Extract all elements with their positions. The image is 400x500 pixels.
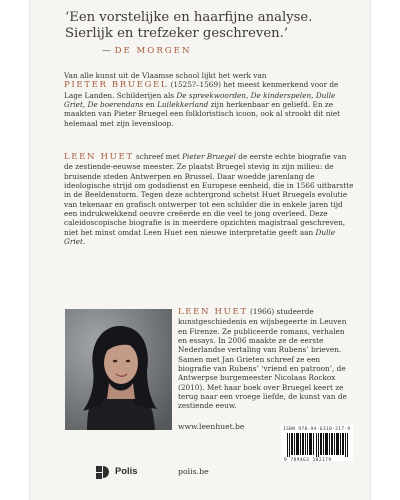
author-website[interactable]: www.leenhuet.be [178, 422, 245, 431]
isbn-label: ISBN 978-94-6310-217-9 [283, 427, 351, 432]
quote-line-2: Sierlijk en trefzeker geschreven.’ [65, 26, 289, 41]
publisher-name: Polis [115, 465, 138, 476]
quote-line-1: ‘Een vorstelijke en haarfijne analyse. [65, 10, 313, 25]
author-bio [178, 307, 353, 411]
separator: en [143, 100, 158, 110]
separator: , [246, 90, 251, 100]
book-description [64, 152, 356, 246]
author-portrait-icon [65, 309, 172, 430]
work-title: De spreekwoorden [176, 90, 247, 100]
author-name: LEEN HUET [64, 152, 134, 162]
description-text-1: schreef met [133, 152, 183, 161]
publisher-website[interactable]: polis.be [178, 467, 209, 476]
book-title: Pieter Bruegel [182, 152, 236, 161]
work-title: Luilekkerland [157, 100, 209, 110]
author-name: LEEN HUET [178, 307, 248, 317]
intro-text-3: zijn herkenbaar en geliefd. En ze maakten van Pieter Bruegel een folkloristisch icoon, ook al strookt dit niet helemaal met zijn levensloop. [64, 100, 341, 128]
barcode-icon [287, 433, 349, 457]
intro-text-2: (1525?–1569) het meest kenmerkend voor de Lage Landen. Schilderijen als [64, 80, 339, 100]
intro-text-1: Van alle kunst uit de Vlaamse school lijkt het werk van [64, 71, 267, 80]
quote-source [102, 46, 191, 56]
review-quote [65, 10, 355, 42]
work-title: De kinderspelen [250, 90, 312, 100]
description-text-2: de eerste echte biografie van de zestiende-eeuwse meester. Ze plaatst Bruegel stevig in zijn milieu: de bruisende steden Antwerpen en Brussel. Daar woedde jarenlang de ideologische strijd om godsdienst en Europese eenheid, die in 1566 uitbarstte in de Beeldenstorm. Tegen deze achtergrond schetst Huet Bruegels evolutie van tekenaar en grafisch ontwerper tot een schilder die in enkele jaren tijd een indrukwekkend oeuvre creëerde en die veel te jong overleed. Deze caleidoscopische biografie is in meerdere opzichten magistraal geschreven, niet het minst omdat Leen Huet een nieuwe interpretatie geeft aan [64, 152, 354, 237]
author-bio-text: (1966) studeerde kunstgeschiedenis en wijsbegeerte in Leuven en Firenze. Ze publiceerde romans, verhalen en essays. In 2006 maakte ze de eerste Nederlandse vertaling van Rubens’ brieven. Samen met Jan Grieten schreef ze een biografie van Rubens’ ‘vriend en patroon’, de Antwerpse burgemeester Nicolaas Rockox (2010). Met haar boek over Bruegel keert ze terug naar een vroege liefde, de kunst van de zestiende eeuw. [178, 307, 347, 411]
quote-source-name: DE MORGEN [114, 46, 192, 56]
subject-name: PIETER BRUEGEL [64, 80, 169, 91]
description-end: . [82, 237, 86, 247]
author-photo [65, 309, 172, 430]
work-title: Dulle Griet [64, 227, 336, 247]
work-title: Dulle Griet [64, 90, 336, 110]
intro-paragraph [64, 71, 354, 128]
polis-logo-icon [96, 466, 109, 479]
work-title: De boerendans [87, 100, 144, 110]
quote-dash: — [102, 46, 111, 56]
separator: , [82, 100, 88, 110]
barcode-number: 9 789463 102179 [284, 458, 332, 463]
separator: , [311, 90, 316, 100]
